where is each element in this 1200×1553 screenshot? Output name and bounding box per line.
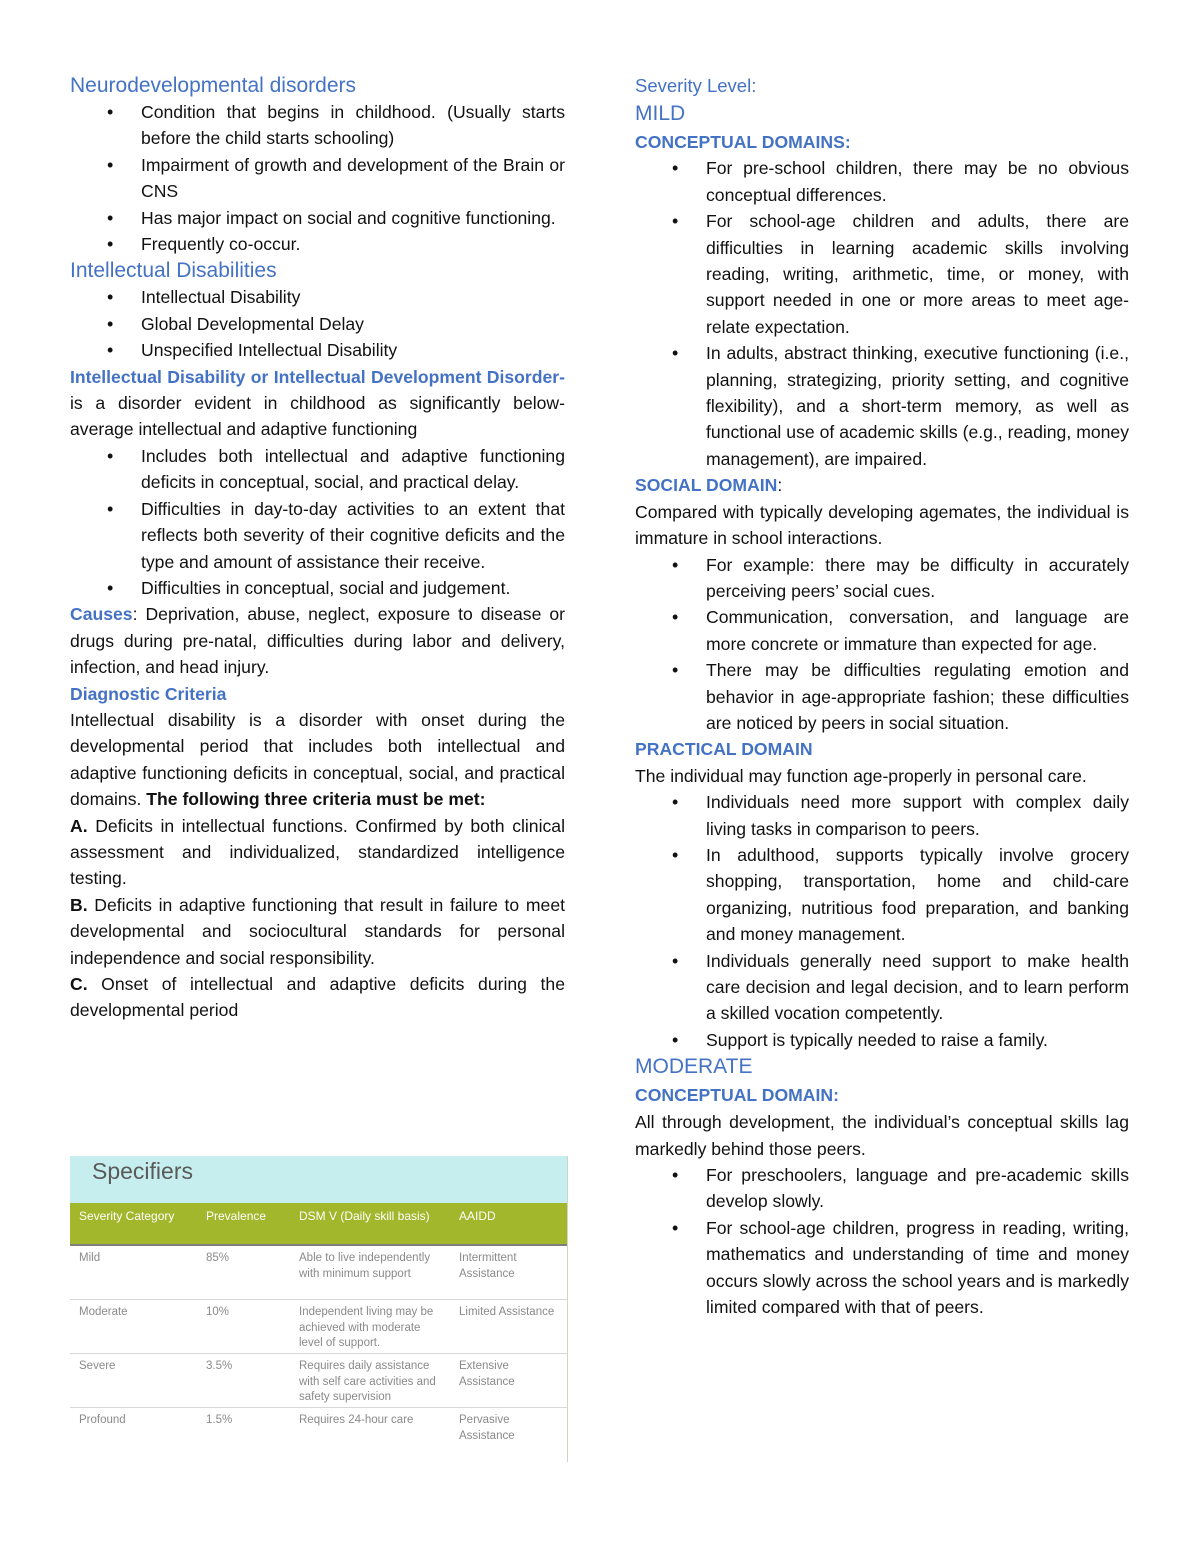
right-column (635, 72, 1129, 1320)
table-cell: Profound (70, 1408, 197, 1454)
mild-practical-list (635, 789, 1129, 1053)
table-header: AAIDD (450, 1203, 567, 1245)
criterion-c-text: Onset of intellectual and adaptive deficits during the developmental period (70, 974, 565, 1021)
table-cell: Requires 24-hour care (290, 1408, 450, 1454)
mild-social-heading: SOCIAL DOMAIN (635, 475, 778, 496)
table-row (70, 1245, 567, 1300)
specifiers-title: Specifiers (70, 1156, 567, 1203)
definition-list (70, 443, 565, 601)
criterion-a-label: A. (70, 815, 88, 836)
list-item: • Individuals generally need support to make health care decision and legal decision, and to learn perform a skilled vocation competently. (706, 948, 1129, 1027)
causes-paragraph (70, 601, 565, 680)
table-cell: Pervasive Assistance (450, 1408, 567, 1454)
list-item: • Difficulties in day-to-day activities to an extent that reflects both severity of their cognitive deficits and the type and amount of assistance their receive. (141, 496, 565, 575)
table-header: DSM V (Daily skill basis) (290, 1203, 450, 1245)
mild-social-colon: : (777, 475, 783, 496)
list-item: • Intellectual Disability (141, 284, 565, 310)
list-item: • Unspecified Intellectual Disability (141, 337, 565, 363)
criterion-a (70, 813, 565, 892)
list-item: • Includes both intellectual and adaptive functioning deficits in conceptual, social, and practical delay. (141, 443, 565, 496)
criterion-b-text: Deficits in adaptive functioning that result in failure to meet developmental and sociocultural standards for personal independence and social responsibility. (70, 894, 565, 968)
diagnostic-bold: The following three criteria must be met: (141, 789, 486, 810)
table-cell: 1.5% (197, 1408, 290, 1454)
diagnostic-text: Intellectual disability is a disorder with onset during the developmental period that includes both intellectual and adaptive functioning deficits in conceptual, social, and practical domains. (70, 709, 565, 810)
table-cell: Severe (70, 1354, 197, 1408)
table-cell: 3.5% (197, 1354, 290, 1408)
neurodevelopmental-heading: Neurodevelopmental disorders (70, 74, 356, 97)
mild-practical-text: The individual may function age-properly in personal care. (635, 765, 1087, 786)
mild-heading: MILD (635, 102, 686, 125)
moderate-conceptual-list (635, 1162, 1129, 1320)
intellectual-disabilities-heading: Intellectual Disabilities (70, 259, 277, 283)
list-item: • In adulthood, supports typically involve grocery shopping, transportation, home and child-care organizing, nutritious food preparation, and banking and money management. (706, 842, 1129, 948)
list-item: • Individuals need more support with complex daily living tasks in comparison to peers. (706, 789, 1129, 842)
table-row (70, 1408, 567, 1454)
table-row (70, 1300, 567, 1354)
left-column (70, 72, 565, 1024)
specifiers-figure (70, 1156, 568, 1462)
list-item: • Has major impact on social and cognitive functioning. (141, 205, 565, 231)
mild-social-list (635, 552, 1129, 737)
list-item: • In adults, abstract thinking, executive functioning (i.e., planning, strategizing, priority setting, and cognitive flexibility), and a short-term memory, as well as functional use of academic skills (e.g., reading, money management), are impaired. (706, 340, 1129, 472)
list-item: • For school-age children, progress in reading, writing, mathematics and understanding of time and money occurs slowly across the school years and is markedly limited compared with that of peers. (706, 1215, 1129, 1321)
moderate-conceptual-text: All through development, the individual’s conceptual skills lag markedly behind those peers. (635, 1112, 1129, 1159)
mild-social-text: Compared with typically developing agemates, the individual is immature in school interactions. (635, 501, 1129, 549)
list-item: • Support is typically needed to raise a family. (706, 1027, 1129, 1053)
list-item: • For example: there may be difficulty in accurately perceiving peers’ social cues. (706, 552, 1129, 605)
mild-practical-heading: PRACTICAL DOMAIN (635, 739, 813, 760)
criterion-b-label: B. (70, 894, 88, 915)
list-item: • For pre-school children, there may be no obvious conceptual differences. (706, 155, 1129, 208)
mild-conceptual-heading: CONCEPTUAL DOMAINS: (635, 132, 851, 152)
intellectual-disabilities-list (70, 284, 565, 363)
causes-label: Causes (70, 604, 133, 625)
table-cell: Mild (70, 1245, 197, 1300)
table-cell: Requires daily assistance with self care activities and safety supervision (290, 1354, 450, 1408)
table-cell: Intermittent Assistance (450, 1245, 567, 1300)
table-cell: 85% (197, 1245, 290, 1300)
list-item: • Difficulties in conceptual, social and judgement. (141, 575, 565, 601)
list-item: • Impairment of growth and development of the Brain or CNS (141, 152, 565, 205)
table-cell: Moderate (70, 1300, 197, 1354)
criterion-a-text: Deficits in intellectual functions. Confirmed by both clinical assessment and individualized, standardized intelligence testing. (70, 815, 565, 889)
list-item: • There may be difficulties regulating emotion and behavior in age-appropriate fashion; these difficulties are noticed by peers in social situation. (706, 657, 1129, 736)
list-item: • Frequently co-occur. (141, 231, 565, 257)
table-cell: 10% (197, 1300, 290, 1354)
diagnostic-paragraph (70, 707, 565, 813)
table-cell: Extensive Assistance (450, 1354, 567, 1408)
diagnostic-criteria-heading: Diagnostic Criteria (70, 683, 227, 704)
table-header: Severity Category (70, 1203, 197, 1245)
table-cell: Independent living may be achieved with moderate level of support. (290, 1300, 450, 1354)
table-header: Prevalence (197, 1203, 290, 1245)
specifiers-table (70, 1203, 567, 1453)
moderate-conceptual-heading: CONCEPTUAL DOMAIN: (635, 1085, 839, 1106)
list-item: • Communication, conversation, and language are more concrete or immature than expected for age. (706, 604, 1129, 657)
table-header-row (70, 1203, 567, 1245)
severity-level-heading: Severity Level: (635, 75, 757, 96)
list-item: • For preschoolers, language and pre-academic skills develop slowly. (706, 1162, 1129, 1215)
mild-conceptual-list (635, 155, 1129, 472)
table-cell: Able to live independently with minimum support (290, 1245, 450, 1300)
definition-text: is a disorder evident in childhood as significantly below-average intellectual and adaptive functioning (70, 393, 565, 440)
list-item: • For school-age children and adults, there are difficulties in learning academic skills involving reading, writing, arithmetic, time, or money, with support needed in one or more areas to meet age-relate expectation. (706, 208, 1129, 340)
neurodevelopmental-list (70, 99, 565, 257)
causes-text: : Deprivation, abuse, neglect, exposure to disease or drugs during pre-natal, difficulties during labor and delivery, infection, and head injury. (70, 604, 565, 678)
criterion-c-label: C. (70, 974, 88, 994)
criterion-b (70, 892, 565, 971)
criterion-c (70, 971, 565, 1024)
mild-social-heading-line (635, 472, 1129, 498)
definition-term: Intellectual Disability or Intellectual Development Disorder- (70, 366, 565, 387)
list-item: • Condition that begins in childhood. (Usually starts before the child starts schooling) (141, 99, 565, 152)
table-row (70, 1354, 567, 1408)
moderate-heading: MODERATE (635, 1055, 753, 1079)
list-item: • Global Developmental Delay (141, 311, 565, 337)
table-cell: Limited Assistance (450, 1300, 567, 1354)
definition-paragraph (70, 364, 565, 443)
